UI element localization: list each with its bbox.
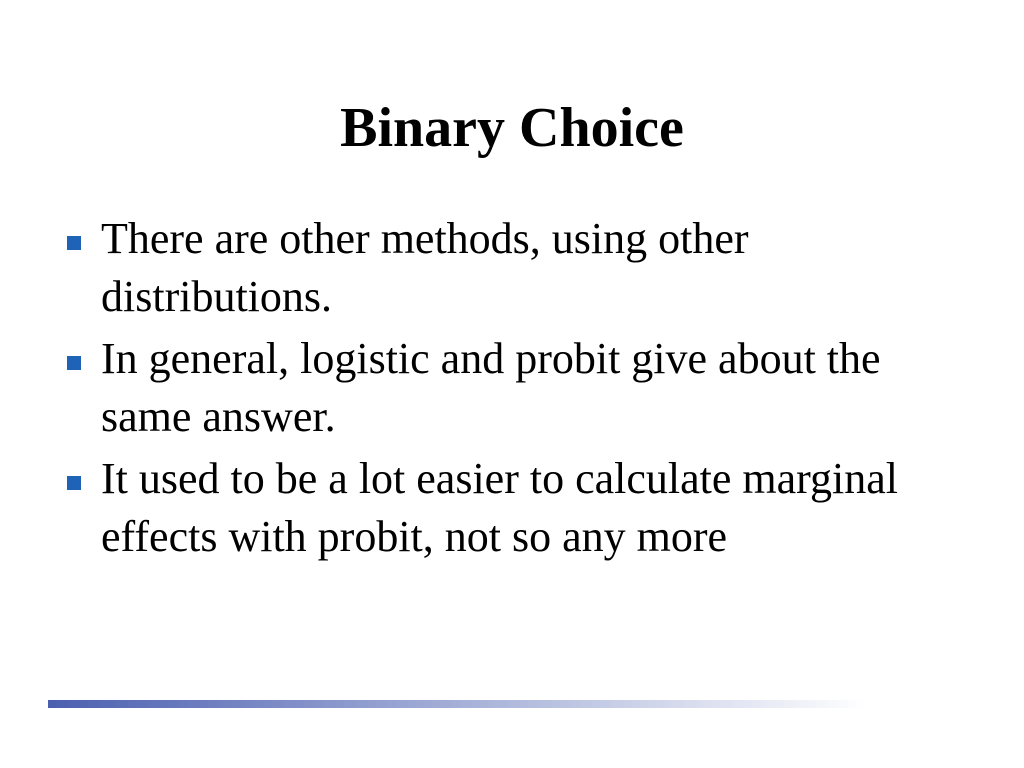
bullet-list [62, 210, 962, 570]
footer-gradient-rule [48, 700, 868, 708]
bullet-text: In general, logistic and probit give about the same answer. [101, 334, 881, 441]
bullet-text: There are other methods, using other distributions. [101, 214, 749, 321]
slide-title: Binary Choice [340, 97, 684, 159]
bullet-item [62, 450, 962, 566]
bullet-item [62, 330, 962, 446]
bullet-text: It used to be a lot easier to calculate marginal effects with probit, not so any more [101, 454, 898, 561]
bullet-item [62, 210, 962, 326]
square-bullet-icon [67, 236, 81, 250]
square-bullet-icon [67, 356, 81, 370]
square-bullet-icon [67, 476, 81, 490]
